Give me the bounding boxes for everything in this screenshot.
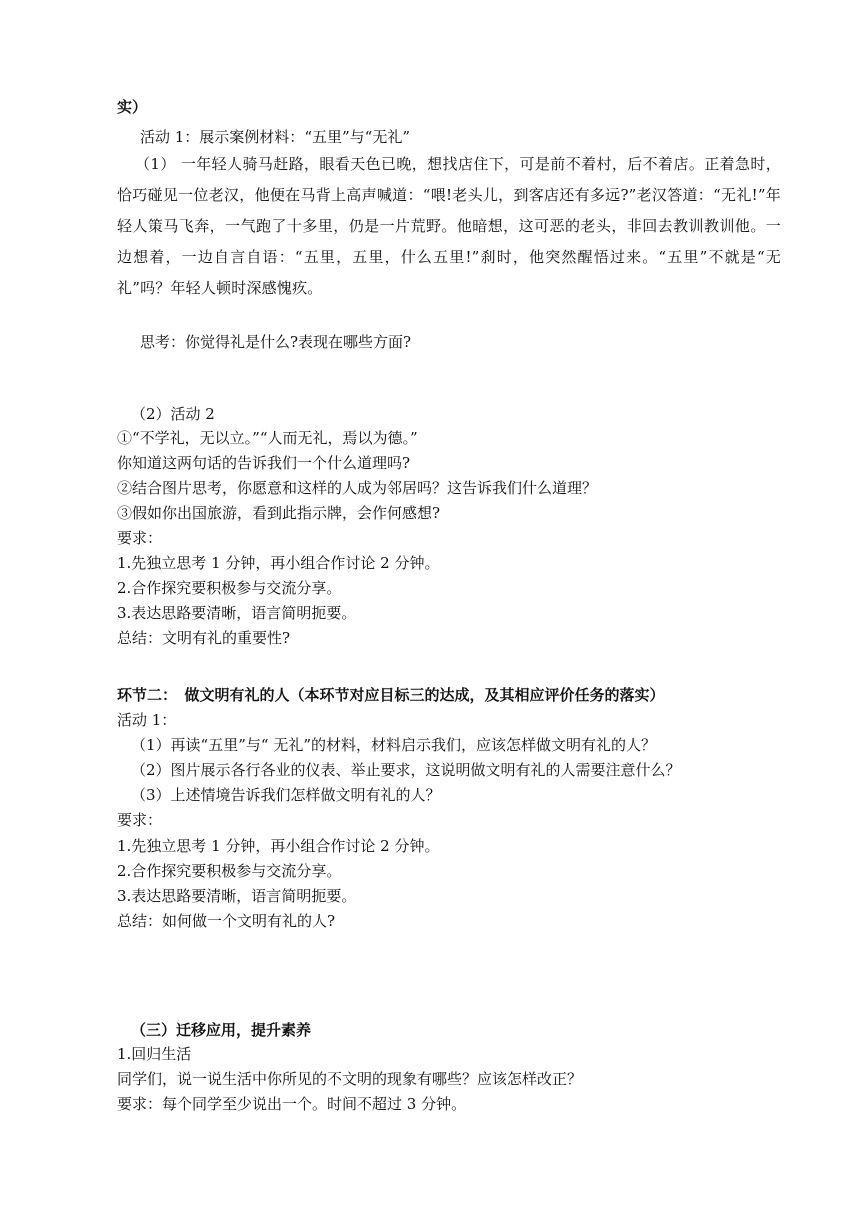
section3-item-1: 1.回归生活 [117,1045,192,1063]
continued-heading-tail: 实） [117,98,148,116]
question-1: ①“不学礼，无以立。”“人而无礼，焉以为德。” [117,429,418,447]
think-question: 思考：你觉得礼是什么?表现在哪些方面? [140,333,412,351]
requirement-1: 1.先独立思考 1 分钟，再小组合作讨论 2 分钟。 [117,554,440,572]
case-story-paragraph [117,149,781,304]
section2-summary: 总结：如何做一个文明有礼的人? [117,912,336,930]
requirement-2: 2.合作探究要积极参与交流分享。 [117,579,342,597]
section2-question-1: （1）再读“五里”与“ 无礼”的材料，材料启示我们，应该怎样做文明有礼的人？ [131,736,656,754]
section3-requirement: 要求：每个同学至少说出一个。时间不超过 3 分钟。 [117,1095,467,1113]
section3-heading: （三）迁移应用，提升素养 [131,1021,312,1039]
section2-requirements-label: 要求： [117,811,163,829]
activity1-title: 活动 1：展示案例材料：“五里”与“无礼” [140,128,410,146]
section3-question: 同学们，说一说生活中你所见的不文明的现象有哪些？应该怎样改正？ [117,1070,583,1088]
activity2-title: （2）活动 2 [131,405,215,423]
section2-activity-label: 活动 1： [117,711,177,729]
question-1-followup: 你知道这两句话的告诉我们一个什么道理吗? [117,454,411,472]
section2-requirement-2: 2.合作探究要积极参与交流分享。 [117,862,342,880]
section2-heading: 环节二： 做文明有礼的人（本环节对应目标三的达成，及其相应评价任务的落实） [117,686,665,704]
case-story-text: （1） 一年轻人骑马赶路，眼看天色已晚，想找店住下，可是前不着村，后不着店。正着急时，恰巧碰见一位老汉，他便在马背上高声喊道：“喂!老头儿，到客店还有多远?”老汉答道：“无礼!”年轻人策马飞奔，一气跑了十多里，仍是一片荒野。他暗想，这可恶的老头，非回去教训教训他。一边想着，一边自言自语：“五里，五里，什么五里!”刹时，他突然醒悟过来。“五里”不就是“无礼”吗？年轻人顿时深感愧疚。 [117,155,781,297]
requirements-label: 要求： [117,529,163,547]
section2-question-2: （2）图片展示各行各业的仪表、举止要求，这说明做文明有礼的人需要注意什么？ [131,761,681,779]
section2-question-3: （3）上述情境告诉我们怎样做文明有礼的人？ [131,786,441,804]
section2-requirement-1: 1.先独立思考 1 分钟，再小组合作讨论 2 分钟。 [117,837,440,855]
question-2: ②结合图片思考，你愿意和这样的人成为邻居吗？这告诉我们什么道理？ [117,479,598,497]
summary-1: 总结：文明有礼的重要性? [117,629,291,647]
requirement-3: 3.表达思路要清晰，语言简明扼要。 [117,604,357,622]
question-3: ③假如你出国旅游，看到此指示牌，会作何感想? [117,504,441,522]
section2-requirement-3: 3.表达思路要清晰，语言简明扼要。 [117,887,357,905]
